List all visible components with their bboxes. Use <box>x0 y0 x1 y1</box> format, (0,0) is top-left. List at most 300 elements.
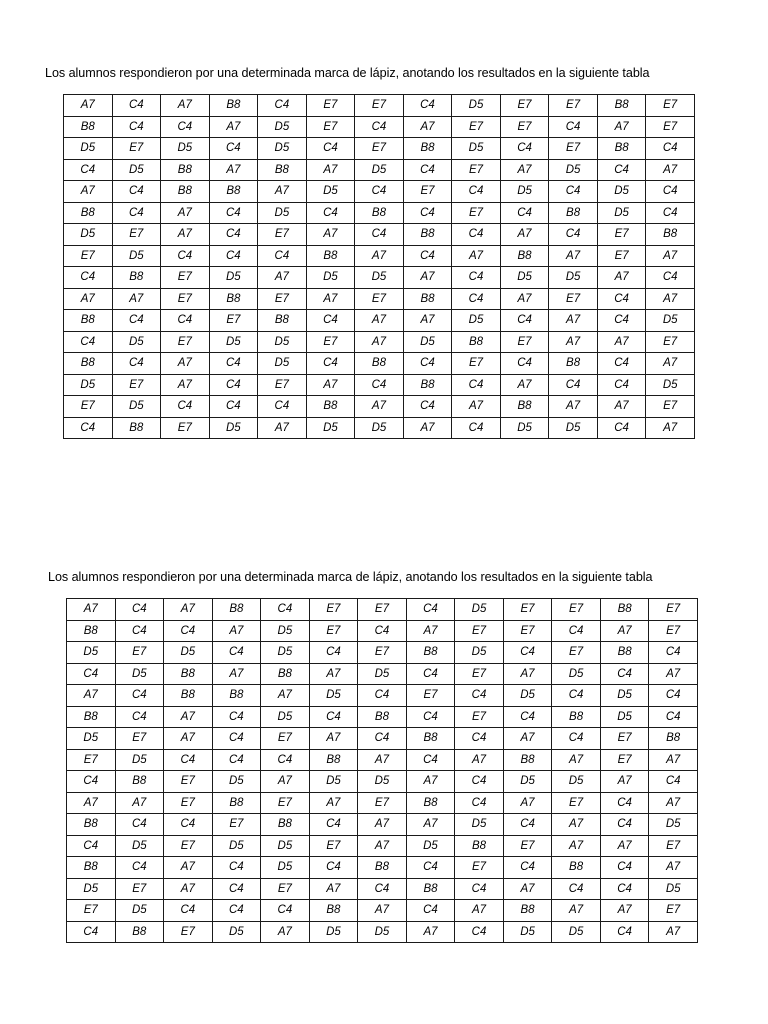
table-cell: B8 <box>549 202 598 224</box>
table-cell: A7 <box>115 792 164 814</box>
table-cell: D5 <box>597 202 646 224</box>
table-cell: C4 <box>503 814 552 836</box>
table-cell: C4 <box>552 878 601 900</box>
table-cell: D5 <box>306 417 355 439</box>
table-cell: C4 <box>355 224 404 246</box>
table-cell: D5 <box>552 663 601 685</box>
table-cell: B8 <box>164 663 213 685</box>
table-cell: E7 <box>597 224 646 246</box>
table-cell: E7 <box>646 116 695 138</box>
table-row <box>64 353 695 375</box>
table-cell: D5 <box>500 417 549 439</box>
table-row <box>64 116 695 138</box>
table-cell: C4 <box>64 417 113 439</box>
table-cell: D5 <box>67 642 116 664</box>
table-cell: C4 <box>646 181 695 203</box>
table-cell: E7 <box>306 116 355 138</box>
table-cell: E7 <box>649 599 698 621</box>
table-cell: E7 <box>115 878 164 900</box>
table-cell: C4 <box>600 792 649 814</box>
table-cell: E7 <box>112 224 161 246</box>
table-cell: A7 <box>403 116 452 138</box>
table-cell: E7 <box>649 835 698 857</box>
table-cell: A7 <box>358 900 407 922</box>
table-cell: A7 <box>500 288 549 310</box>
table-cell: A7 <box>597 116 646 138</box>
table-cell: B8 <box>258 310 307 332</box>
table-cell: D5 <box>164 642 213 664</box>
table-cell: E7 <box>112 138 161 160</box>
table-cell: C4 <box>503 706 552 728</box>
table-cell: C4 <box>164 814 213 836</box>
table-caption-1: Los alumnos respondieron por una determinada marca de lápiz, anotando los resultados en la siguiente tabla <box>45 66 650 80</box>
table-cell: B8 <box>261 814 310 836</box>
table-cell: A7 <box>67 685 116 707</box>
table-cell: B8 <box>115 771 164 793</box>
table-cell: C4 <box>358 728 407 750</box>
table-cell: A7 <box>309 878 358 900</box>
table-cell: C4 <box>67 921 116 943</box>
table-cell: D5 <box>258 353 307 375</box>
table-cell: B8 <box>309 900 358 922</box>
table-cell: D5 <box>115 900 164 922</box>
table-cell: C4 <box>552 620 601 642</box>
table-cell: E7 <box>549 288 598 310</box>
table-cell: D5 <box>261 857 310 879</box>
table-cell: E7 <box>309 599 358 621</box>
table-row <box>64 396 695 418</box>
table-cell: C4 <box>67 835 116 857</box>
table-cell: B8 <box>503 749 552 771</box>
table-caption-2: Los alumnos respondieron por una determinada marca de lápiz, anotando los resultados en la siguiente tabla <box>48 570 653 584</box>
table-cell: E7 <box>261 728 310 750</box>
table-cell: C4 <box>455 685 504 707</box>
table-cell: C4 <box>212 728 261 750</box>
table-row <box>67 771 698 793</box>
table-cell: A7 <box>503 792 552 814</box>
table-row <box>67 620 698 642</box>
table-cell: D5 <box>358 921 407 943</box>
table-cell: E7 <box>164 835 213 857</box>
table-cell: C4 <box>212 857 261 879</box>
table-cell: A7 <box>500 374 549 396</box>
table-cell: D5 <box>209 417 258 439</box>
results-table-1 <box>63 94 695 439</box>
table-cell: E7 <box>649 620 698 642</box>
table-cell: C4 <box>600 663 649 685</box>
table-cell: C4 <box>209 353 258 375</box>
table-cell: C4 <box>600 857 649 879</box>
table-cell: C4 <box>403 95 452 117</box>
table-cell: A7 <box>161 353 210 375</box>
table-cell: B8 <box>261 663 310 685</box>
table-cell: D5 <box>309 771 358 793</box>
table-cell: C4 <box>549 224 598 246</box>
table-cell: C4 <box>309 857 358 879</box>
table-cell: C4 <box>649 642 698 664</box>
table-cell: A7 <box>549 245 598 267</box>
table-cell: C4 <box>309 642 358 664</box>
table-cell: D5 <box>500 181 549 203</box>
table-cell: B8 <box>552 706 601 728</box>
table-cell: E7 <box>309 620 358 642</box>
table-cell: C4 <box>64 159 113 181</box>
table-cell: D5 <box>115 835 164 857</box>
table-cell: C4 <box>355 374 404 396</box>
table-row <box>64 95 695 117</box>
table-cell: C4 <box>115 685 164 707</box>
table-cell: A7 <box>64 288 113 310</box>
table-cell: B8 <box>67 706 116 728</box>
table-cell: B8 <box>209 181 258 203</box>
table-cell: E7 <box>261 878 310 900</box>
table-cell: C4 <box>452 374 501 396</box>
table-cell: C4 <box>649 771 698 793</box>
table-cell: C4 <box>112 310 161 332</box>
table-cell: A7 <box>500 224 549 246</box>
table-cell: C4 <box>306 310 355 332</box>
table-cell: C4 <box>452 267 501 289</box>
table-cell: B8 <box>358 857 407 879</box>
table-cell: A7 <box>403 417 452 439</box>
table-cell: E7 <box>358 599 407 621</box>
table-cell: C4 <box>115 599 164 621</box>
table-cell: C4 <box>209 138 258 160</box>
table-cell: C4 <box>212 749 261 771</box>
table-cell: C4 <box>261 749 310 771</box>
table-cell: A7 <box>261 771 310 793</box>
table-cell: A7 <box>406 921 455 943</box>
table-cell: D5 <box>406 835 455 857</box>
table-cell: D5 <box>115 749 164 771</box>
table-cell: B8 <box>64 116 113 138</box>
table-cell: E7 <box>646 95 695 117</box>
table-row <box>64 159 695 181</box>
table-cell: A7 <box>212 663 261 685</box>
table-cell: E7 <box>600 749 649 771</box>
table-cell: C4 <box>649 706 698 728</box>
table-cell: D5 <box>258 138 307 160</box>
table-row <box>67 685 698 707</box>
table-cell: C4 <box>112 353 161 375</box>
table-cell: A7 <box>552 814 601 836</box>
table-cell: C4 <box>403 353 452 375</box>
table-cell: C4 <box>209 245 258 267</box>
table-cell: D5 <box>358 663 407 685</box>
table-cell: C4 <box>500 138 549 160</box>
table-cell: C4 <box>649 685 698 707</box>
table-cell: E7 <box>597 245 646 267</box>
table-cell: C4 <box>597 374 646 396</box>
table-cell: D5 <box>261 642 310 664</box>
table-cell: C4 <box>161 116 210 138</box>
table-cell: C4 <box>212 642 261 664</box>
table-cell: E7 <box>258 374 307 396</box>
table-cell: C4 <box>306 202 355 224</box>
table-cell: A7 <box>261 685 310 707</box>
table-cell: C4 <box>258 396 307 418</box>
table-cell: B8 <box>452 331 501 353</box>
table-cell: C4 <box>600 878 649 900</box>
table-cell: A7 <box>309 792 358 814</box>
table-cell: A7 <box>309 663 358 685</box>
table-cell: D5 <box>358 771 407 793</box>
table-cell: E7 <box>67 749 116 771</box>
table-cell: D5 <box>64 138 113 160</box>
table-cell: A7 <box>306 288 355 310</box>
table-cell: C4 <box>64 331 113 353</box>
table-cell: B8 <box>549 353 598 375</box>
table-cell: A7 <box>549 310 598 332</box>
table-cell: B8 <box>306 396 355 418</box>
table-cell: E7 <box>355 138 404 160</box>
table-cell: A7 <box>306 159 355 181</box>
table-cell: B8 <box>161 159 210 181</box>
table-cell: A7 <box>406 771 455 793</box>
table-cell: A7 <box>649 663 698 685</box>
table-cell: C4 <box>600 921 649 943</box>
table-row <box>67 921 698 943</box>
table-cell: A7 <box>597 396 646 418</box>
table-cell: A7 <box>67 792 116 814</box>
table-cell: A7 <box>64 95 113 117</box>
table-cell: A7 <box>646 353 695 375</box>
table-cell: B8 <box>112 417 161 439</box>
table-cell: E7 <box>406 685 455 707</box>
table-cell: E7 <box>552 792 601 814</box>
table-cell: C4 <box>209 202 258 224</box>
table-cell: C4 <box>403 202 452 224</box>
table-cell: A7 <box>600 771 649 793</box>
table-cell: A7 <box>164 857 213 879</box>
table-row <box>67 599 698 621</box>
table-cell: C4 <box>164 900 213 922</box>
table-cell: B8 <box>212 685 261 707</box>
table-cell: C4 <box>261 900 310 922</box>
table-cell: D5 <box>500 267 549 289</box>
table-cell: A7 <box>355 310 404 332</box>
table-cell: D5 <box>209 331 258 353</box>
table-cell: D5 <box>649 878 698 900</box>
table-cell: A7 <box>503 663 552 685</box>
table-cell: E7 <box>115 728 164 750</box>
table-cell: C4 <box>452 417 501 439</box>
table-cell: D5 <box>646 374 695 396</box>
table-cell: E7 <box>355 288 404 310</box>
table-row <box>64 138 695 160</box>
table-row <box>64 202 695 224</box>
table-cell: C4 <box>112 116 161 138</box>
table-cell: C4 <box>597 353 646 375</box>
table-cell: C4 <box>358 878 407 900</box>
table-cell: C4 <box>161 396 210 418</box>
table-cell: A7 <box>597 331 646 353</box>
table-cell: B8 <box>597 95 646 117</box>
table-cell: A7 <box>358 814 407 836</box>
table-cell: B8 <box>64 353 113 375</box>
table-cell: A7 <box>355 331 404 353</box>
table-cell: E7 <box>164 792 213 814</box>
table-cell: C4 <box>112 181 161 203</box>
table-cell: B8 <box>406 728 455 750</box>
table-cell: B8 <box>358 706 407 728</box>
table-cell: E7 <box>161 331 210 353</box>
table-cell: E7 <box>261 792 310 814</box>
table-cell: A7 <box>212 620 261 642</box>
table-cell: D5 <box>67 878 116 900</box>
table-cell: D5 <box>258 116 307 138</box>
table-row <box>67 900 698 922</box>
table-cell: A7 <box>258 267 307 289</box>
table-cell: A7 <box>112 288 161 310</box>
table-cell: C4 <box>212 900 261 922</box>
table-cell: D5 <box>258 331 307 353</box>
table-cell: D5 <box>455 599 504 621</box>
table-cell: D5 <box>600 685 649 707</box>
table-cell: B8 <box>67 857 116 879</box>
table-cell: B8 <box>503 900 552 922</box>
table-cell: A7 <box>500 159 549 181</box>
table-cell: C4 <box>115 620 164 642</box>
table-cell: B8 <box>552 857 601 879</box>
table-cell: A7 <box>452 245 501 267</box>
table-cell: A7 <box>646 288 695 310</box>
table-cell: A7 <box>358 835 407 857</box>
table-cell: E7 <box>500 116 549 138</box>
table-cell: C4 <box>115 706 164 728</box>
table-cell: C4 <box>500 202 549 224</box>
table-cell: A7 <box>161 224 210 246</box>
table-cell: D5 <box>64 224 113 246</box>
table-cell: B8 <box>67 620 116 642</box>
table-cell: B8 <box>212 599 261 621</box>
table-cell: C4 <box>115 814 164 836</box>
table-cell: C4 <box>403 396 452 418</box>
table-cell: E7 <box>452 159 501 181</box>
table-cell: B8 <box>209 288 258 310</box>
table-cell: E7 <box>258 288 307 310</box>
table-cell: E7 <box>646 396 695 418</box>
table-cell: B8 <box>258 159 307 181</box>
table-cell: E7 <box>161 417 210 439</box>
table-cell: E7 <box>552 599 601 621</box>
table-cell: C4 <box>597 159 646 181</box>
table-cell: C4 <box>112 95 161 117</box>
table-cell: E7 <box>209 310 258 332</box>
table-cell: C4 <box>161 310 210 332</box>
table-cell: E7 <box>358 642 407 664</box>
table-cell: B8 <box>64 202 113 224</box>
table-cell: D5 <box>452 95 501 117</box>
table-cell: E7 <box>452 202 501 224</box>
table-cell: A7 <box>646 417 695 439</box>
table-cell: C4 <box>552 728 601 750</box>
table-cell: A7 <box>406 620 455 642</box>
table-cell: A7 <box>455 900 504 922</box>
table-cell: C4 <box>455 921 504 943</box>
table-cell: E7 <box>455 706 504 728</box>
table-cell: C4 <box>164 620 213 642</box>
table-cell: D5 <box>161 138 210 160</box>
table-cell: A7 <box>649 792 698 814</box>
table-cell: D5 <box>112 396 161 418</box>
table-cell: D5 <box>503 685 552 707</box>
table-row <box>67 749 698 771</box>
table-cell: B8 <box>64 310 113 332</box>
table-cell: E7 <box>500 95 549 117</box>
table-cell: D5 <box>306 181 355 203</box>
table-cell: C4 <box>455 771 504 793</box>
table-cell: B8 <box>649 728 698 750</box>
table-cell: C4 <box>600 814 649 836</box>
table-cell: E7 <box>306 95 355 117</box>
table-row <box>67 728 698 750</box>
table-cell: C4 <box>500 353 549 375</box>
table-cell: E7 <box>164 771 213 793</box>
table-cell: B8 <box>600 642 649 664</box>
table-cell: B8 <box>355 353 404 375</box>
table-cell: C4 <box>67 771 116 793</box>
table-cell: D5 <box>209 267 258 289</box>
table-cell: B8 <box>600 599 649 621</box>
table-cell: B8 <box>403 224 452 246</box>
table-cell: C4 <box>500 310 549 332</box>
table-cell: E7 <box>549 138 598 160</box>
table-cell: A7 <box>306 374 355 396</box>
table-cell: B8 <box>406 878 455 900</box>
table-cell: A7 <box>164 706 213 728</box>
table-cell: D5 <box>600 706 649 728</box>
table-cell: A7 <box>161 374 210 396</box>
table-cell: D5 <box>455 814 504 836</box>
table-cell: C4 <box>258 245 307 267</box>
table-cell: D5 <box>549 267 598 289</box>
table-cell: A7 <box>552 835 601 857</box>
table-cell: C4 <box>406 706 455 728</box>
table-cell: D5 <box>549 159 598 181</box>
table-cell: E7 <box>503 599 552 621</box>
table-row <box>67 878 698 900</box>
table-cell: C4 <box>549 116 598 138</box>
table-cell: A7 <box>164 599 213 621</box>
table-cell: E7 <box>552 642 601 664</box>
table-cell: C4 <box>67 663 116 685</box>
table-cell: C4 <box>261 599 310 621</box>
table-cell: A7 <box>649 749 698 771</box>
table-cell: D5 <box>115 663 164 685</box>
table-cell: E7 <box>355 95 404 117</box>
table-cell: A7 <box>403 310 452 332</box>
table-cell: E7 <box>500 331 549 353</box>
table-cell: D5 <box>112 331 161 353</box>
table-cell: A7 <box>649 857 698 879</box>
table-cell: B8 <box>67 814 116 836</box>
table-cell: E7 <box>67 900 116 922</box>
table-cell: B8 <box>500 396 549 418</box>
table-cell: D5 <box>503 921 552 943</box>
table-cell: C4 <box>115 857 164 879</box>
table-cell: D5 <box>258 202 307 224</box>
table-cell: E7 <box>649 900 698 922</box>
table-cell: E7 <box>455 620 504 642</box>
table-cell: C4 <box>258 95 307 117</box>
table-cell: D5 <box>355 267 404 289</box>
table-cell: C4 <box>552 685 601 707</box>
table-cell: D5 <box>649 814 698 836</box>
table-cell: D5 <box>306 267 355 289</box>
table-cell: B8 <box>306 245 355 267</box>
table-cell: E7 <box>358 792 407 814</box>
